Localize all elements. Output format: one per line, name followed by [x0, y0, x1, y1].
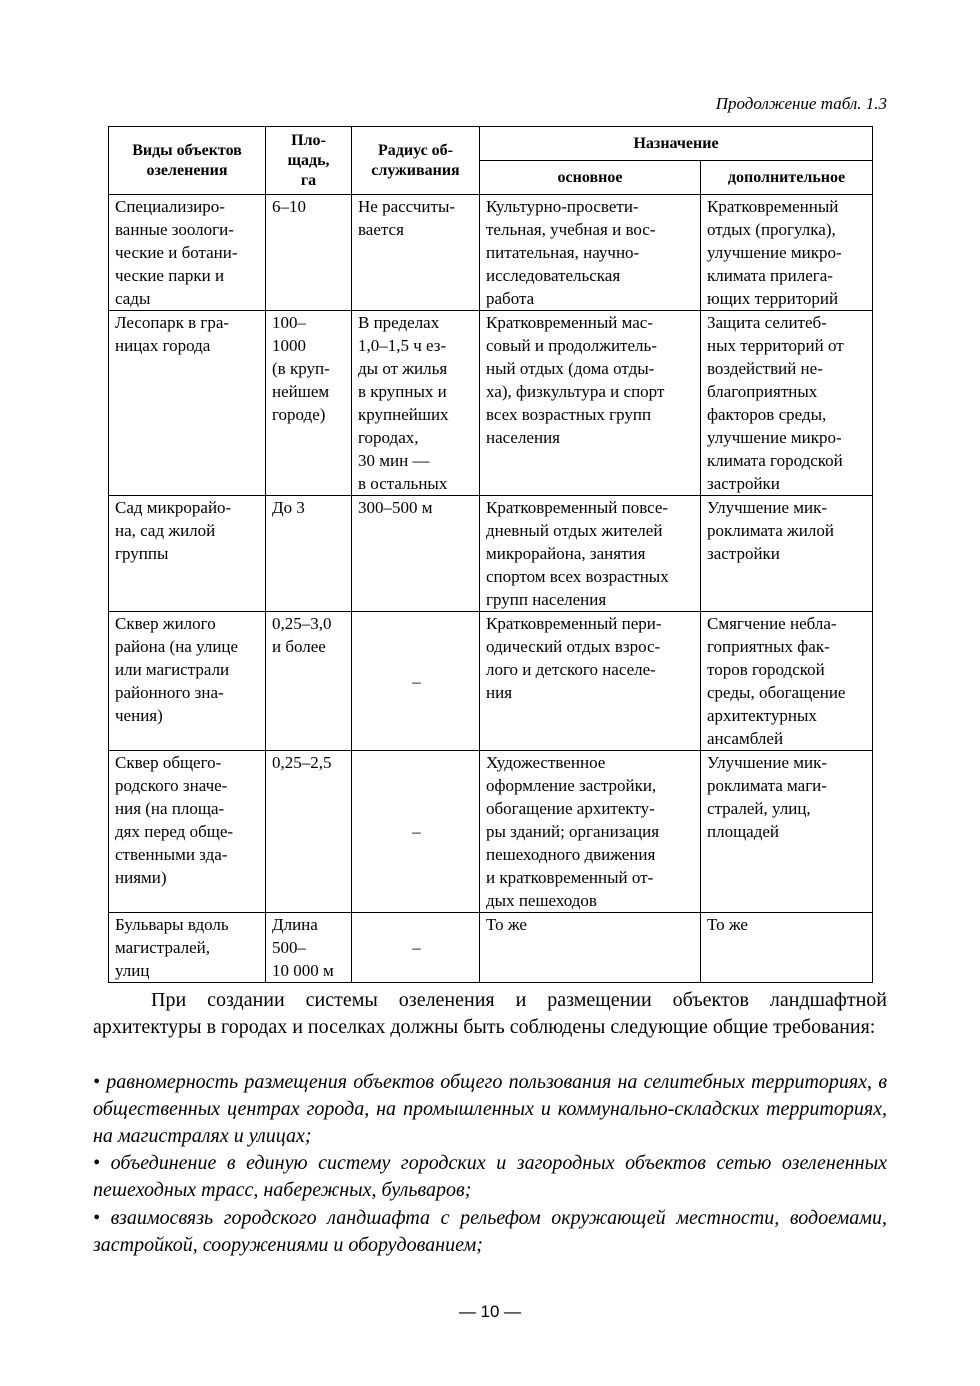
cell-extra: Улучшение мик- роклимата жилой застройки: [701, 496, 873, 612]
cell-area: До 3: [266, 496, 352, 612]
table-row: [109, 311, 873, 496]
body-paragraph: [93, 987, 887, 1041]
cell-extra: Улучшение мик- роклимата маги- стралей, улиц, площадей: [701, 751, 873, 913]
cell-extra: Защита селитеб- ных территорий от воздействий не- благоприятных факторов среды, улучшение микро- климата городской застройки: [701, 311, 873, 496]
cell-area: 0,25–3,0 и более: [266, 612, 352, 751]
cell-area: Длина 500– 10 000 м: [266, 913, 352, 983]
bullet-icon: •: [93, 1152, 101, 1174]
bullet-item: [93, 1150, 887, 1204]
table-caption: Продолжение табл. 1.3: [715, 94, 887, 113]
header-main: основное: [480, 161, 701, 195]
cell-extra: То же: [701, 913, 873, 983]
cell-main: Кратковременный повсе- дневный отдых жителей микрорайона, занятия спортом всех возрастных групп населения: [480, 496, 701, 612]
cell-area: 100– 1000 (в круп- нейшем городе): [266, 311, 352, 496]
cell-radius: Не рассчиты- вается: [352, 195, 480, 311]
bullet-text: равномерность размещения объектов общего пользования на селитебных территориях, в общественных центрах города, на промышленных и коммунально-складских территориях, на магистралях и улицах;: [93, 1071, 887, 1147]
table-row: [109, 751, 873, 913]
cell-type: Сквер общего- родского значе- ния (на площа- дях перед обще- ственными зда- ниями): [109, 751, 266, 913]
cell-main: Культурно-просвети- тельная, учебная и вос- питательная, научно- исследовательская работа: [480, 195, 701, 311]
bullet-item: [93, 1205, 887, 1259]
cell-area: 6–10: [266, 195, 352, 311]
table-row: [109, 913, 873, 983]
cell-radius: 300–500 м: [352, 496, 480, 612]
table-row: [109, 612, 873, 751]
cell-radius: –: [352, 751, 480, 913]
cell-main: Кратковременный пери- одический отдых взрос- лого и детского населе- ния: [480, 612, 701, 751]
cell-type: Сад микрорайо- на, сад жилой группы: [109, 496, 266, 612]
green-objects-table: [108, 126, 873, 983]
bullet-icon: •: [93, 1207, 101, 1229]
bullet-item: [93, 1069, 887, 1150]
cell-extra: Смягчение небла- гоприятных фак- торов городской среды, обогащение архитектурных ансамблей: [701, 612, 873, 751]
cell-extra: Кратковременный отдых (прогулка), улучшение микро- климата прилега- ющих территорий: [701, 195, 873, 311]
cell-type: Лесопарк в гра- ницах города: [109, 311, 266, 496]
cell-radius: –: [352, 612, 480, 751]
cell-type: Сквер жилого района (на улице или магистрали районного зна- чения): [109, 612, 266, 751]
cell-type: Бульвары вдоль магистралей, улиц: [109, 913, 266, 983]
cell-type: Специализиро- ванные зоологи- ческие и ботани- ческие парки и сады: [109, 195, 266, 311]
bullet-text: объединение в единую систему городских и загородных объектов сетью озелененных пешеходных трасс, набережных, бульваров;: [93, 1152, 887, 1201]
cell-area: 0,25–2,5: [266, 751, 352, 913]
header-extra: дополнительное: [701, 161, 873, 195]
paragraph-text: При создании системы озеленения и размещении объектов ландшафтной архитектуры в городах и поселках должны быть соблюдены следующие общие требования:: [93, 989, 887, 1038]
cell-radius: В пределах 1,0–1,5 ч ез- ды от жилья в крупных и крупнейших городах, 30 мин — в остальных: [352, 311, 480, 496]
cell-radius: –: [352, 913, 480, 983]
page-number: — 10 —: [458, 1302, 522, 1321]
header-radius: Радиус об- служивания: [352, 127, 480, 195]
table-row: [109, 496, 873, 612]
cell-main: Художественное оформление застройки, обогащение архитекту- ры зданий; организация пешеходного движения и кратковременный от- дых пешеходов: [480, 751, 701, 913]
header-type: Виды объектов озеленения: [109, 127, 266, 195]
cell-main: Кратковременный мас- совый и продолжитель- ный отдых (дома отды- ха), физкультура и спорт всех возрастных групп населения: [480, 311, 701, 496]
header-area: Пло- щадь, га: [266, 127, 352, 195]
bullet-text: взаимосвязь городского ландшафта с рельефом окружающей местности, водоемами, застройкой, сооружениями и оборудованием;: [93, 1207, 888, 1256]
bullet-icon: •: [93, 1071, 101, 1093]
table-row: [109, 195, 873, 311]
cell-main: То же: [480, 913, 701, 983]
header-purpose: Назначение: [480, 127, 873, 161]
